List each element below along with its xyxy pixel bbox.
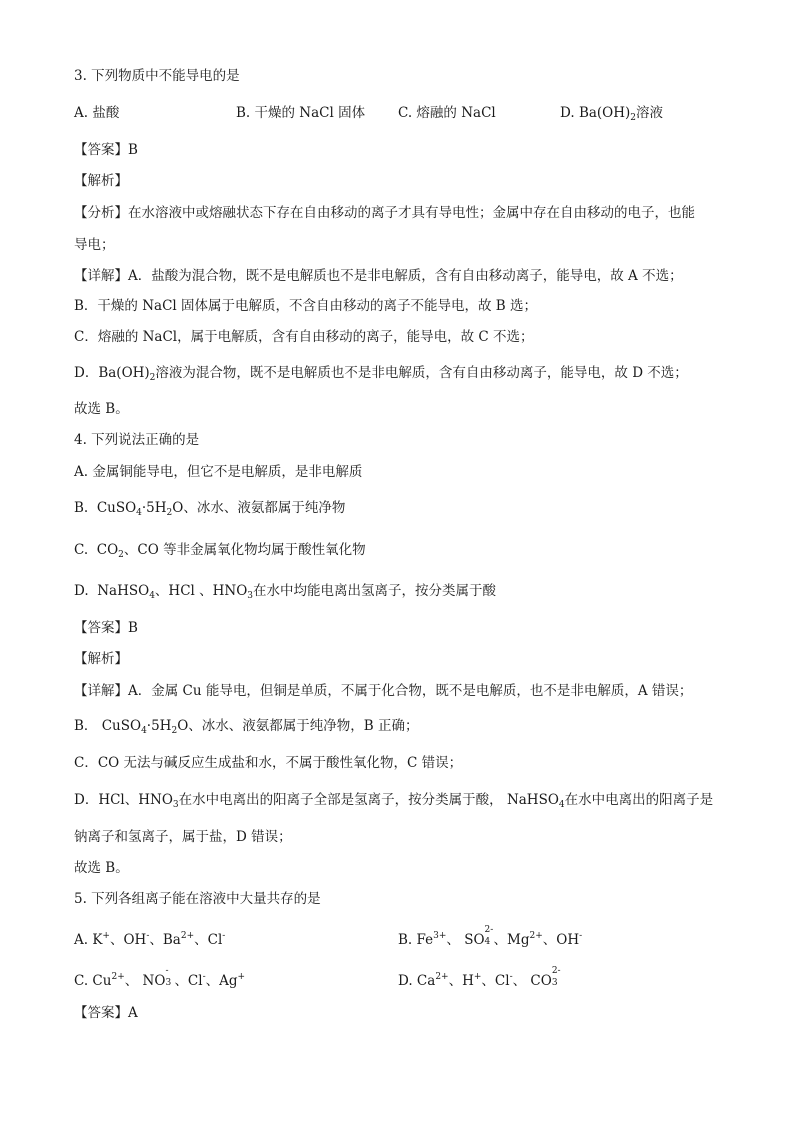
q3-detail-b: B．干燥的 NaCl 固体属于电解质，不含自由移动的离子不能导电，故 B 选； [74,298,538,314]
q3-fenxi-line1: 【分析】在水溶液中或熔融状态下存在自由移动的离子才具有导电性；金属中存在自由移动的电子，也能 [74,205,695,221]
q4-option-b-rest: 、冰水、液氨都属于纯净物 [183,500,346,516]
formula-sub: 2 [118,550,124,560]
ion-charge: 2+ [435,972,449,982]
ion-text: 、Mg [493,932,530,948]
formula-part: CO [96,542,119,558]
q4-analysis-title: 【解析】 [74,651,128,667]
formula-sub: 2 [149,373,156,383]
q3-answer: 【答案】B [74,142,138,158]
formula-sub: 3 [172,800,179,810]
formula-sub: 2 [630,113,637,123]
ion-charge: - [165,966,169,976]
formula-sub: 2 [171,726,178,736]
q4-detail-a: 【详解】A．金属 Cu 能导电，但铜是单质，不属于化合物，既不是电解质，也不是非电解质，A 错误； [74,683,693,699]
ion-formula: SO [464,932,485,948]
ion-charge: - [222,931,226,941]
formula-part: O [172,500,184,516]
q4-option-a: A. 金属铜能导电，但它不是电解质，是非电解质 [74,464,363,480]
ion-text: 、Cl [481,973,510,989]
ion-text: 、 [512,973,527,989]
q5-stem: 5. 下列各组离子能在溶液中大量共存的是 [74,891,321,907]
ion-charge: + [102,931,110,941]
formula-sub: 3 [165,978,172,988]
formula-part: Ba(OH) [578,105,631,121]
ion-charge: - [579,931,583,941]
q3-option-a: A. 盐酸 [74,105,120,121]
q4-detail-b-rest: 、冰水、液氨都属于纯净物，B 正确； [188,718,419,734]
formula-part: ·5H [141,500,167,516]
q5-option-b [398,926,582,950]
ion-text: 、 [446,932,460,948]
q4-detail-d-text: 在水中电离出的阳离子全部是氢离子，按分类属于酸， [178,792,503,808]
formula-part: CuSO [101,718,142,734]
ion-text: 、OH [542,932,580,948]
q4-option-d-rest: 在水中均能电离出氢离子，按分类属于酸 [253,583,497,599]
q4-option-b-prefix: B. [74,500,89,516]
formula-part: ·5H [146,718,172,734]
q3-option-d [560,103,663,128]
q4-answer: 【答案】B [74,620,138,636]
ion-charge: 2+ [529,931,543,941]
carbonate-script [552,967,561,987]
ion-charge: - [146,931,150,941]
q4-detail-b-prefix: B． [74,718,98,734]
q3-option-d-suffix: 溶液 [636,105,664,121]
q4-option-d-prefix: D. [74,583,89,599]
ion-charge: 2+ [180,931,195,941]
ion-text: 、Cl [174,973,203,989]
q3-fenxi-line2: 导电； [74,237,115,253]
formula-sub: 4 [484,937,491,947]
q3-detail-c: C．熔融的 NaCl，属于电解质，含有自由移动的离子，能导电，故 C 不选； [74,329,534,345]
ion-charge: 2- [484,925,494,935]
q5-option-a [74,926,225,950]
q3-detail-a: 【详解】A．盐酸为混合物，既不是电解质也不是非电解质，含有自由移动离子，能导电，故 A 不选； [74,268,683,284]
q3-conclusion: 故选 B。 [74,401,129,417]
ion-text: D. Ca [398,973,436,989]
ion-charge: 3+ [433,931,447,941]
formula-part: 、HCl 、HNO [154,583,248,599]
formula-part: O [177,718,189,734]
q3-option-c: C. 熔融的 NaCl [398,105,496,121]
ion-charge: + [473,972,482,982]
formula-sub: 4 [149,591,155,601]
sulfate-script [485,926,494,946]
formula-part: NaHSO [97,583,150,599]
q4-option-c-prefix: C. [74,542,89,558]
formula-part: Ba(OH) [98,365,150,381]
q5-answer: 【答案】A [74,1005,138,1021]
ion-charge: 2- [551,966,561,976]
formula-part: D．HCl、HNO [74,792,173,808]
formula-sub: 3 [247,591,254,601]
formula-part: CuSO [96,500,137,516]
ion-charge: - [202,972,206,982]
q3-detail-d [74,363,688,388]
ion-text: 、OH [109,932,147,948]
q4-detail-b [74,716,418,741]
q3-option-d-prefix: D. [560,105,575,121]
q4-option-c [74,540,366,565]
ion-text: 、H [448,973,474,989]
formula-sub: 4 [141,726,147,736]
q4-option-c-rest: 、CO 等非金属氧化物均属于酸性氧化物 [123,542,366,558]
ion-text: 、Cl [194,932,223,948]
ion-charge: 2+ [111,972,125,982]
ion-text: A. K [74,932,103,948]
q4-detail-d-text-2: 在水中电离出的阳离子是 [564,792,714,808]
ion-charge: + [237,972,246,982]
q4-conclusion: 故选 B。 [74,860,129,876]
ion-text: B. Fe [398,932,434,948]
q4-stem: 4. 下列说法正确的是 [74,432,200,448]
q4-detail-d-line2: 钠离子和氢离子，属于盐，D 错误； [74,829,292,845]
q3-detail-d-prefix: D． [74,365,99,381]
q4-detail-d-line1 [74,790,713,815]
q3-option-d-formula [579,105,636,121]
q3-stem: 3. 下列物质中不能导电的是 [74,68,240,84]
ion-text: C. Cu [74,973,112,989]
ion-formula: CO [530,973,552,989]
formula-sub: 2 [166,508,173,518]
q3-detail-d-rest: 溶液为混合物，既不是电解质也不是非电解质，含有自由移动离子，能导电，故 D 不选； [155,365,688,381]
formula-sub: 3 [551,978,558,988]
ion-text: 、 [124,973,139,989]
nitrate-script [165,967,174,987]
formula-sub: 4 [558,800,565,810]
q3-analysis-title: 【解析】 [74,173,128,189]
ion-formula: NO [142,973,166,989]
ion-text: 、Ba [149,932,181,948]
q4-option-b [74,498,345,523]
q5-option-c [74,967,245,991]
q4-option-d [74,581,496,606]
formula-part: NaHSO [506,792,559,808]
q4-detail-c: C．CO 无法与碱反应生成盐和水，不属于酸性氧化物，C 错误； [74,755,463,771]
q5-option-d [398,967,561,991]
ion-text: 、Ag [205,973,238,989]
q3-option-b: B. 干燥的 NaCl 固体 [236,105,366,121]
ion-charge: - [509,972,513,982]
formula-sub: 4 [136,508,142,518]
